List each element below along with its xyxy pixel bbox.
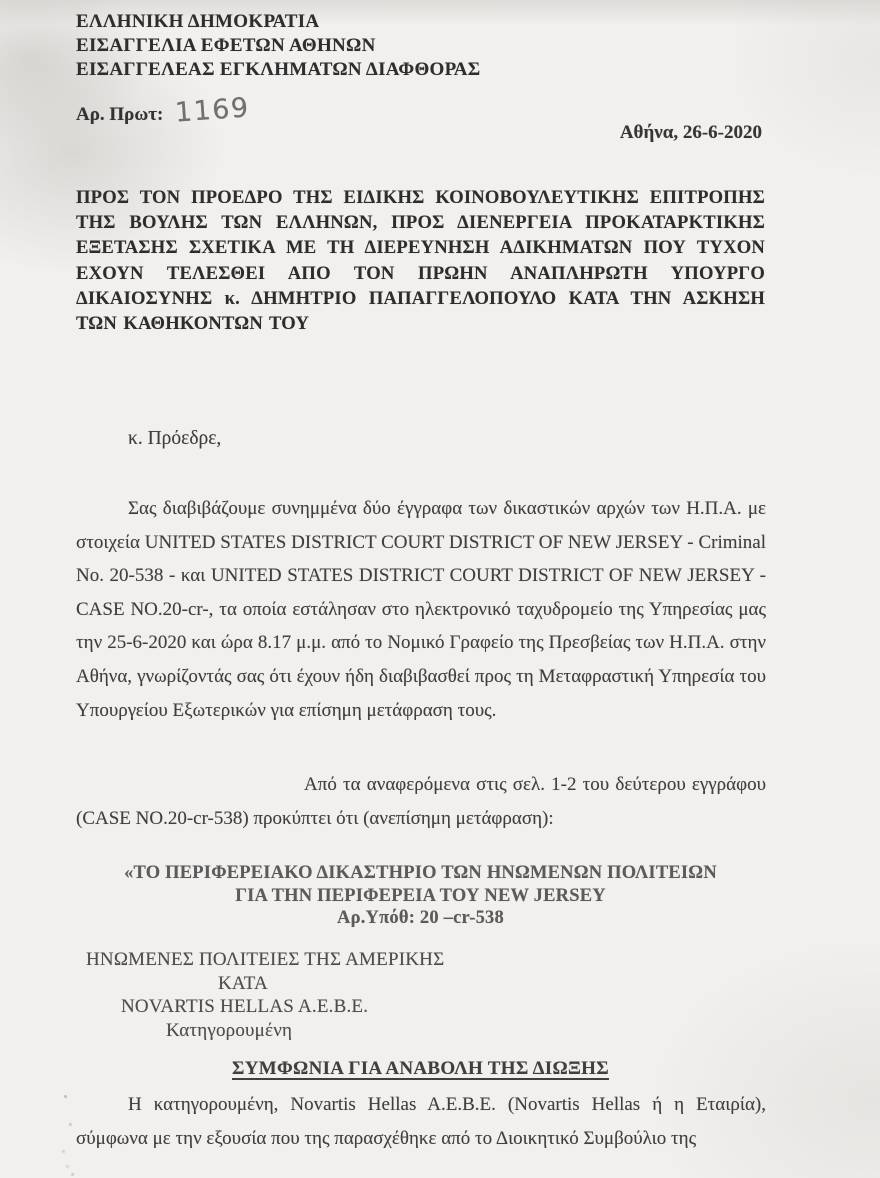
dateline: Αθήνα, 26-6-2020: [619, 122, 762, 143]
protocol-number-handwritten: 1169: [174, 92, 251, 129]
letterhead: [76, 10, 480, 82]
case-number-line: Αρ.Υπόθ: 20 –cr-538: [337, 908, 504, 929]
court-title-line-1: «ΤΟ ΠΕΡΙΦΕΡΕΙΑΚΟ ΔΙΚΑΣΤΗΡΙΟ ΤΩΝ ΗΝΩΜΕΝΩΝ ΠΟΛΙΤΕΙΩΝ: [124, 863, 717, 883]
body-paragraph-1: Σας διαβιβάζουμε συνημμένα δύο έγγραφα των δικαστικών αρχών των Η.Π.Α. με στοιχεία UNITED STATES DISTRICT COURT DISTRICT OF NEW JERSEY - Criminal No. 20-538 - και UNITED STATES DISTRICT COURT DISTRICT OF NEW JERSEY - CASE NO.20-cr-, τα οποία εστάλησαν στο ηλεκτρονικό ταχυδρομείο της Υπηρεσίας μας την 25-6-2020 και ώρα 8.17 μ.μ. από το Νομικό Γραφείο της Πρεσβείας των Η.Π.Α. στην Αθήνα, γνωρίζοντάς σας ότι έχουν ήδη διαβιβασθεί προς τη Μεταφραστική Υπηρεσία του Υπουργείου Εξωτερικών για επίσημη μετάφραση τους.: [76, 498, 766, 721]
party-role: Κατηγορουμένη: [166, 1019, 293, 1041]
agreement-paragraph: Η κατηγορουμένη, Novartis Hellas A.E.B.E. (Novartis Hellas ή η Εταιρία), σύμφωνα με την εξουσία που της παρασχέθηκε από το Διοικητικό Συμβούλιο της: [76, 1094, 766, 1149]
letterhead-line-republic: ΕΛΛΗΝΙΚΗ ΔΗΜΟΚΡΑΤΙΑ: [76, 11, 320, 32]
party-defendant: NOVARTIS HELLAS A.E.B.E.: [121, 996, 369, 1017]
subject-address-block: ΠΡΟΣ ΤΟΝ ΠΡΟΕΔΡΟ ΤΗΣ ΕΙΔΙΚΗΣ ΚΟΙΝΟΒΟΥΛΕΥΤΙΚΗΣ ΕΠΙΤΡΟΠΗΣ ΤΗΣ ΒΟΥΛΗΣ ΤΩΝ ΕΛΛΗΝΩΝ, ΠΡΟΣ ΔΙΕΝΕΡΓΕΙΑ ΠΡΟΚΑΤΑΡΚΤΙΚΗΣ ΕΞΕΤΑΣΗΣ ΣΧΕΤΙΚΑ ΜΕ ΤΗ ΔΙΕΡΕΥΝΗΣΗ ΑΔΙΚΗΜΑΤΩΝ ΠΟΥ ΤΥΧΟΝ ΕΧΟΥΝ ΤΕΛΕΣΘΕΙ ΑΠΟ ΤΟΝ ΠΡΩΗΝ ΑΝΑΠΛΗΡΩΤΗ ΥΠΟΥΡΓΟ ΔΙΚΑΙΟΣΥΝΗΣ κ. ΔΗΜΗΤΡΙΟ ΠΑΠΑΓΓΕΛΟΠΟΥΛΟ ΚΑΤΑ ΤΗΝ ΑΣΚΗΣΗ ΤΩΝ ΚΑΘΗΚΟΝΤΩΝ ΤΟΥ: [76, 187, 765, 335]
court-title-line-2: ΓΙΑ ΤΗΝ ΠΕΡΙΦΕΡΕΙΑ ΤΟΥ NEW JERSEY: [235, 885, 606, 906]
party-versus: ΚΑΤΑ: [218, 972, 268, 994]
letterhead-line-corruption-prosecutor: ΕΙΣΑΓΓΕΛΕΑΣ ΕΓΚΛΗΜΑΤΩΝ ΔΙΑΦΘΟΡΑΣ: [76, 59, 481, 80]
quoted-court-title: [76, 862, 765, 930]
body-paragraph-2: Από τα αναφερόμενα στις σελ. 1-2 του δεύτερου εγγράφου (CASE NO.20-cr-538) προκύπτει ότι (ανεπίσημη μετάφραση):: [76, 774, 766, 829]
protocol-label: Αρ. Πρωτ:: [76, 104, 164, 125]
scan-noise-specks: [64, 1095, 67, 1098]
protocol-number-line: [76, 92, 251, 129]
party-plaintiff: ΗΝΩΜΕΝΕΣ ΠΟΛΙΤΕΙΕΣ ΤΗΣ ΑΜΕΡΙΚΗΣ: [86, 949, 445, 970]
letterhead-line-prosecution-office: ΕΙΣΑΓΓΕΛΙΑ ΕΦΕΤΩΝ ΑΘΗΝΩΝ: [76, 35, 376, 56]
case-parties-block: [76, 948, 765, 1042]
salutation: κ. Πρόεδρε,: [128, 428, 222, 449]
agreement-heading: ΣΥΜΦΩΝΙΑ ΓΙΑ ΑΝΑΒΟΛΗ ΤΗΣ ΔΙΩΞΗΣ: [232, 1058, 609, 1079]
